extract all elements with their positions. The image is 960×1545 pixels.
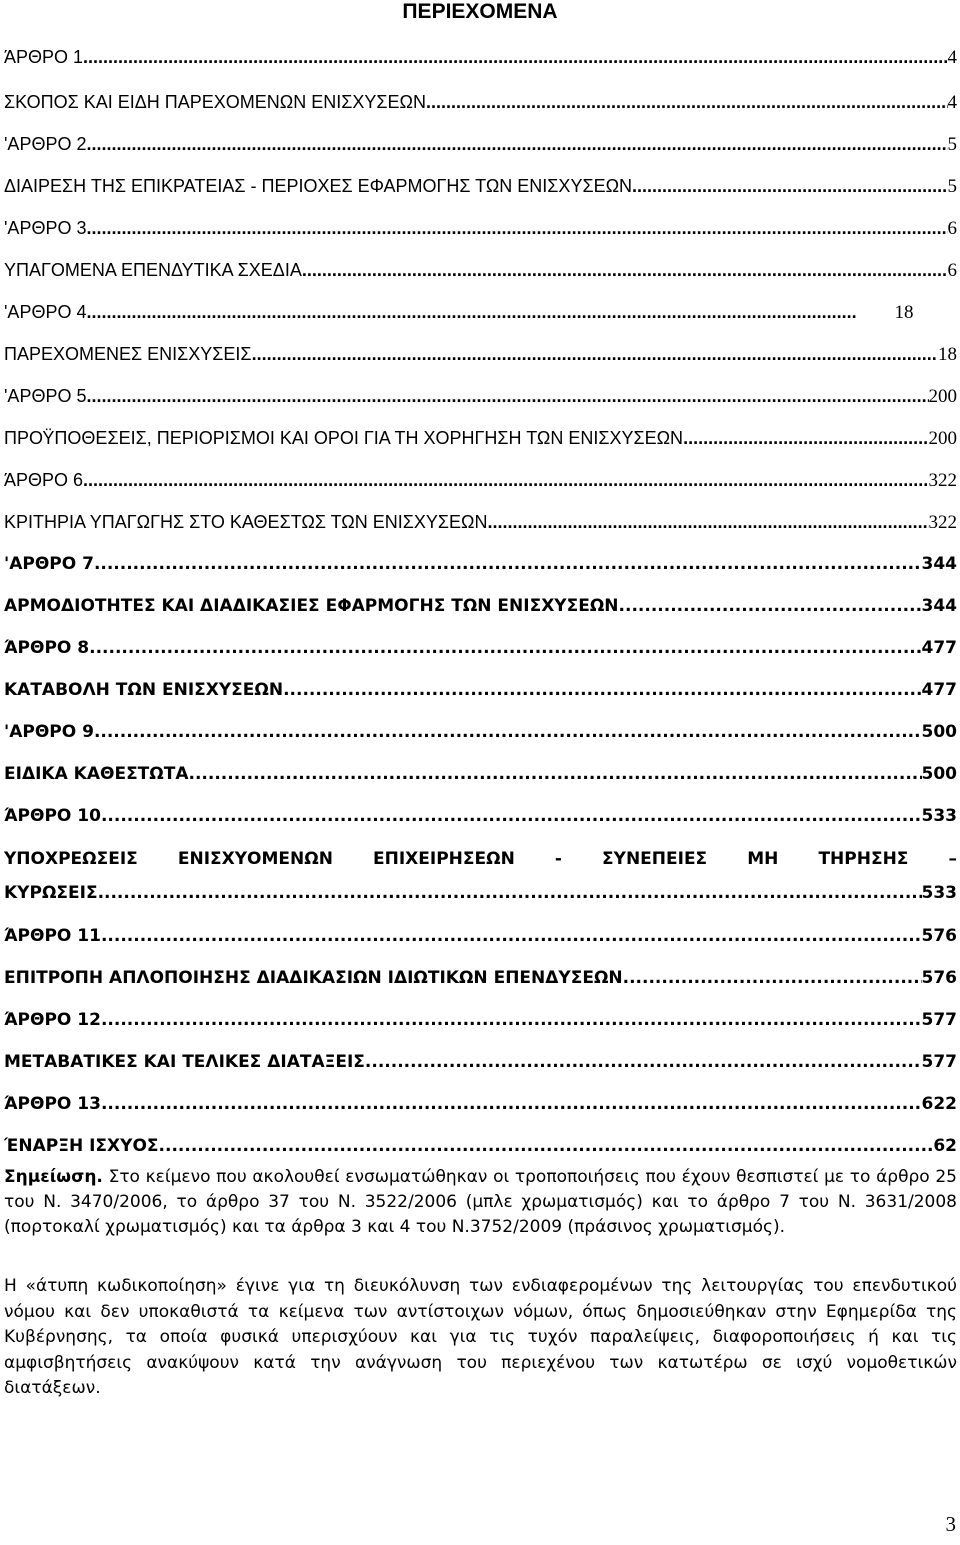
- toc-leader-dots: [94, 552, 922, 576]
- toc-leader-dots: [683, 426, 928, 450]
- toc-entry-label: ΚΡΙΤΗΡΙΑ ΥΠΑΓΩΓΗΣ ΣΤΟ ΚΑΘΕΣΤΩΣ ΤΩΝ ΕΝΙΣΧΥΣΕΩΝ: [4, 512, 488, 532]
- toc-entry[interactable]: [4, 300, 957, 324]
- toc-entry-label-continued: ΚΥΡΩΣΕΙΣ: [4, 883, 98, 903]
- toc-entry[interactable]: [4, 924, 957, 948]
- toc-leader-dots: [487, 510, 928, 534]
- page-title: ΠΕΡΙΕΧΟΜΕΝΑ: [402, 0, 558, 23]
- toc-entry-page: 18: [894, 302, 914, 323]
- toc-entry-label: 'ΑΡΘΡΟ 3: [4, 218, 87, 238]
- toc-entry[interactable]: [4, 216, 957, 240]
- toc-leader-dots: [302, 258, 948, 282]
- toc-entry-page: 5: [947, 134, 957, 155]
- toc-entry[interactable]: [4, 720, 957, 744]
- toc-entry[interactable]: [4, 45, 957, 69]
- toc-leader-dots: [86, 384, 928, 408]
- toc-entry-label: ΥΠΑΓΟΜΕΝΑ ΕΠΕΝΔΥΤΙΚΑ ΣΧΕΔΙΑ: [4, 260, 302, 280]
- toc-entry-page: 500: [921, 764, 957, 784]
- toc-leader-dots: [188, 762, 921, 786]
- toc-entry-label: 'ΑΡΘΡΟ 5: [4, 386, 87, 406]
- toc-entry[interactable]: [4, 510, 957, 534]
- toc-entry[interactable]: [4, 552, 957, 576]
- toc-entry-page: 322: [928, 470, 957, 491]
- toc-entry-label: ΜΕΤΑΒΑΤΙΚΕΣ ΚΑΙ ΤΕΛΙΚΕΣ ΔΙΑΤΑΞΕΙΣ: [4, 1052, 365, 1072]
- toc-entry[interactable]: [4, 762, 957, 786]
- toc-entry-label: 'ΑΡΘΡΟ 2: [4, 134, 87, 154]
- toc-entry-page: 4: [947, 92, 957, 113]
- toc-entry-label: ΆΡΘΡΟ 10: [4, 806, 101, 826]
- toc-entry-label: ΕΙΔΙΚΑ ΚΑΘΕΣΤΩΤΑ: [4, 764, 189, 784]
- toc-entry[interactable]: [4, 132, 957, 156]
- toc-entry-label: ΆΡΘΡΟ 6: [4, 470, 84, 490]
- toc-leader-dots: [101, 1092, 922, 1116]
- note-text: Στο κείμενο που ακολουθεί ενσωματώθηκαν οι τροποποιήσεις που έχουν θεσπιστεί με το άρθρο 25 του Ν. 3470/2006, το άρθρο 37 του Ν. 3522/2006 (μπλε χρωματισμός) και το άρθρο 7 του Ν. 3631/2008 (πορτοκαλί χρωματισμός) και τα άρθρα 3 και 4 του Ν.3752/2009 (πράσινος χρωματισμός).: [4, 1167, 957, 1237]
- toc-entry[interactable]: [4, 804, 957, 828]
- toc-entry-label: ΆΡΘΡΟ 11: [4, 926, 101, 946]
- toc-entry-page: 322: [928, 512, 957, 533]
- toc-entry-label: ΠΑΡΕΧΟΜΕΝΕΣ ΕΝΙΣΧΥΣΕΙΣ: [4, 344, 252, 364]
- toc-entry[interactable]: [4, 594, 957, 618]
- toc-entry-label: ΔΙΑΙΡΕΣΗ ΤΗΣ ΕΠΙΚΡΑΤΕΙΑΣ - ΠΕΡΙΟΧΕΣ ΕΦΑΡΜΟΓΗΣ ΤΩΝ ΕΝΙΣΧΥΣΕΩΝ: [4, 176, 633, 196]
- toc-entry[interactable]: [4, 1008, 957, 1032]
- toc-leader-dots: [86, 132, 947, 156]
- toc-leader-dots: [252, 342, 938, 366]
- toc-entry-label: ΆΡΘΡΟ 12: [4, 1010, 101, 1030]
- toc-entry-label: ΕΠΙΤΡΟΠΗ ΑΠΛΟΠΟΙΗΣΗΣ ΔΙΑΔΙΚΑΣΙΩΝ ΙΔΙΩΤΙΚΩΝ ΕΠΕΝΔΥΣΕΩΝ: [4, 968, 623, 988]
- toc-leader-dots: [94, 720, 922, 744]
- toc-entry-page: 18: [938, 344, 957, 365]
- page-number: 3: [945, 1512, 956, 1536]
- note-paragraph: [4, 1165, 957, 1239]
- toc-entry[interactable]: [4, 258, 957, 282]
- toc-entry-page: 5: [947, 176, 957, 197]
- toc-entry-page: 477: [921, 680, 957, 700]
- toc-entry-label: ΠΡΟΫΠΟΘΕΣΕΙΣ, ΠΕΡΙΟΡΙΣΜΟΙ ΚΑΙ ΟΡΟΙ ΓΙΑ ΤΗ ΧΟΡΗΓΗΣΗ ΤΩΝ ΕΝΙΣΧΥΣΕΩΝ: [4, 428, 684, 448]
- toc-entry-page: 344: [921, 554, 957, 574]
- toc-entry-page: 200: [928, 386, 957, 407]
- toc-entry-page: 533: [921, 806, 957, 826]
- toc-leader-dots: [101, 804, 922, 828]
- toc-entry-page: 533: [921, 883, 957, 903]
- toc-entry-label: ΆΡΘΡΟ 13: [4, 1094, 101, 1114]
- toc-entry-page: 4: [947, 47, 957, 68]
- toc-entry-page: 477: [921, 638, 957, 658]
- toc-entry[interactable]: [4, 966, 957, 990]
- toc-leader-dots: [101, 1008, 922, 1032]
- toc-leader-dots: [619, 594, 922, 618]
- toc-entry-label: ΆΡΘΡΟ 1: [4, 47, 84, 67]
- toc-entry[interactable]: [4, 636, 957, 660]
- toc-entry-page: 200: [928, 428, 957, 449]
- toc-entry-page: 62: [933, 1136, 957, 1156]
- note-lead: Σημείωση.: [4, 1167, 103, 1187]
- toc-entry-page: 6: [947, 218, 957, 239]
- toc-entry-label: ΚΑΤΑΒΟΛΗ ΤΩΝ ΕΝΙΣΧΥΣΕΩΝ: [4, 680, 284, 700]
- toc-entry[interactable]: [4, 342, 957, 366]
- toc-entry[interactable]: [4, 426, 957, 450]
- toc-entry-label: ΥΠΟΧΡΕΩΣΕΙΣ ΕΝΙΣΧΥΟΜΕΝΩΝ ΕΠΙΧΕΙΡΗΣΕΩΝ - ΣΥΝΕΠΕΙΕΣ ΜΗ ΤΗΡΗΣΗΣ –: [4, 849, 957, 869]
- toc-entry-label: 'ΑΡΘΡΟ 9: [4, 722, 94, 742]
- toc-entry[interactable]: [4, 1134, 957, 1158]
- toc-entry-page: 500: [921, 722, 957, 742]
- toc-leader-dots: [365, 1050, 922, 1074]
- toc-entry-label: ΣΚΟΠΟΣ ΚΑΙ ΕΙΔΗ ΠΑΡΕΧΟΜΕΝΩΝ ΕΝΙΣΧΥΣΕΩΝ: [4, 92, 426, 112]
- toc-entry-page: 576: [921, 926, 957, 946]
- toc-leader-dots: [83, 468, 928, 492]
- toc-entry-label: ΈΝΑΡΞΗ ΙΣΧΥΟΣ: [4, 1136, 159, 1156]
- disclaimer-paragraph: Η «άτυπη κωδικοποίηση» έγινε για τη διευκόλυνση των ενδιαφερομένων της λειτουργίας του επενδυτικού νόμου και δεν υποκαθιστά τα κείμενα των αντίστοιχων νόμων, όπως δημοσιεύθηκαν στην Εφημερίδα της Κυβέρνησης, τα οποία φυσικά υπερισχύουν και για τις τυχόν παραλείψεις, διαφοροποιήσεις ή και τις αμφισβητήσεις ανακύψουν κατά την ανάγνωση του περιεχένου των κατωτέρω σε ισχύ νομοθετικών διατάξεων.: [4, 1276, 957, 1399]
- toc-leader-dots: [98, 881, 922, 905]
- toc-leader-dots: [89, 636, 921, 660]
- toc-entry-page: 577: [921, 1052, 957, 1072]
- toc-entry[interactable]: [4, 174, 957, 198]
- toc-entry[interactable]: [4, 678, 957, 702]
- toc-entry-label: ΑΡΜΟΔΙΟΤΗΤΕΣ ΚΑΙ ΔΙΑΔΙΚΑΣΙΕΣ ΕΦΑΡΜΟΓΗΣ ΤΩΝ ΕΝΙΣΧΥΣΕΩΝ: [4, 596, 619, 616]
- toc-leader-dots: [101, 924, 922, 948]
- toc-entry-page: 577: [921, 1010, 957, 1030]
- toc-entry[interactable]: [4, 1092, 957, 1116]
- toc-entry[interactable]: [4, 90, 957, 114]
- toc-entry[interactable]: [4, 384, 957, 408]
- toc-entry-page: 344: [921, 596, 957, 616]
- toc-leader-dots: [159, 1134, 934, 1158]
- toc-entry-page: 576: [921, 968, 957, 988]
- toc-entry[interactable]: [4, 847, 957, 905]
- toc-leader-dots: [86, 216, 947, 240]
- toc-leader-dots: [632, 174, 947, 198]
- toc-entry-label: 'ΑΡΘΡΟ 7: [4, 554, 94, 574]
- toc-leader-dots: [426, 90, 948, 114]
- toc-entry[interactable]: [4, 468, 957, 492]
- toc-entry[interactable]: [4, 1050, 957, 1074]
- toc-leader-dots: [283, 678, 921, 702]
- toc-leader-dots: [623, 966, 922, 990]
- toc-entry-label: 'ΑΡΘΡΟ 4: [4, 302, 87, 322]
- toc-leader-dots: [83, 45, 947, 69]
- toc-entry-page: 622: [921, 1094, 957, 1114]
- toc-entry-label: ΆΡΘΡΟ 8: [4, 638, 90, 658]
- toc-entry-page: 6: [947, 260, 957, 281]
- toc-leader-dots: [86, 300, 856, 324]
